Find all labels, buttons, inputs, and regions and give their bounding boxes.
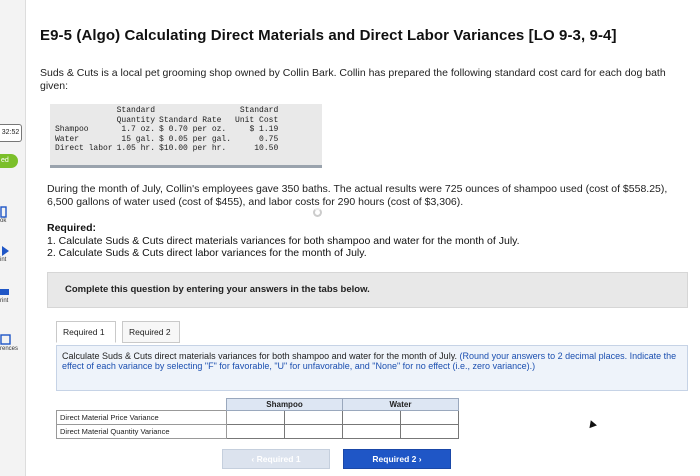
column-header-water: Water [343, 399, 459, 411]
standard-cost-table [53, 106, 280, 154]
row-rate: $ 0.05 per gal. [159, 134, 232, 144]
row-label-price-variance: Direct Material Price Variance [57, 411, 227, 425]
sidebar-tool-label: int [0, 257, 7, 263]
table-row [53, 125, 280, 135]
next-button[interactable] [343, 449, 451, 469]
header-qty-1: Standard [116, 106, 156, 115]
prev-button[interactable] [222, 449, 330, 469]
print-icon [0, 286, 14, 298]
row-item: Shampoo [55, 125, 89, 134]
required-section [47, 222, 520, 260]
sidebar-tool-hint[interactable] [0, 245, 26, 263]
shampoo-price-effect-select[interactable] [285, 411, 343, 425]
sidebar-tool-ebook[interactable] [0, 206, 26, 224]
table-row [53, 144, 280, 154]
required-item-1: 1. Calculate Suds & Cuts direct materials variances for both shampoo and water for the month of July. [47, 234, 520, 247]
row-qty: 15 gal. [121, 134, 156, 144]
instructions-hint: (Round your answers to 2 decimal places. Indicate the effect of each variance by selecting "F" for favorable, "U" for unfavorable, and "None" for no effect (i.e., zero variance).) [62, 351, 677, 371]
row-cost: 0.75 [259, 134, 279, 144]
row-qty: 1.05 hr. [116, 144, 156, 153]
complete-banner [47, 272, 688, 308]
references-icon [0, 334, 14, 346]
shampoo-price-amount-input[interactable] [227, 411, 285, 425]
answer-table [56, 398, 459, 439]
header-rate: Standard Rate [159, 115, 222, 125]
table-row [57, 425, 459, 439]
chevron-left-icon: ‹ [251, 454, 255, 464]
header-cost-2: Unit Cost [235, 115, 279, 125]
amount-input[interactable] [227, 425, 284, 438]
hint-icon [0, 245, 14, 257]
complete-banner-text: Complete this question by entering your answers in the tabs below. [65, 284, 370, 295]
sidebar-tool-references[interactable] [0, 334, 26, 352]
water-price-effect-select[interactable] [401, 411, 459, 425]
sidebar-tool-label: ok [0, 218, 7, 224]
results-text: During the month of July, Collin's employees gave 350 baths. The actual results were 725 ounces of shampoo used (cost of $558.25), 6,500 gallons of water used (cost of $455), and labor costs for 290 hours (cost of $3,306). [47, 183, 668, 208]
timer-badge: 32:52 [0, 124, 22, 142]
chevron-right-icon: › [418, 454, 422, 464]
required-item-2: 2. Calculate Suds & Cuts direct labor variances for the month of July. [47, 247, 367, 259]
saved-badge: ed [0, 154, 18, 168]
prev-button-label: Required 1 [256, 454, 301, 464]
row-item: Direct labor [55, 144, 113, 153]
instructions-box [56, 345, 688, 391]
row-cost: $ 1.19 [249, 125, 279, 134]
sidebar [0, 0, 26, 476]
row-cost: 10.50 [254, 144, 279, 153]
table-row [57, 411, 459, 425]
row-rate: $ 0.70 per oz. [159, 125, 227, 134]
tab-required-1[interactable]: Required 1 [56, 321, 116, 343]
amount-input[interactable] [227, 411, 284, 424]
sidebar-tool-print[interactable] [0, 286, 26, 304]
shampoo-quantity-effect-select[interactable] [285, 425, 343, 439]
standard-cost-card [50, 104, 322, 168]
book-icon [0, 206, 14, 218]
column-header-shampoo: Shampoo [227, 399, 343, 411]
tab-required-2[interactable]: Required 2 [122, 321, 180, 343]
header-cost-1: Standard [239, 106, 279, 115]
row-label-quantity-variance: Direct Material Quantity Variance [57, 425, 227, 439]
table-row [53, 135, 280, 145]
amount-input[interactable] [343, 411, 400, 424]
next-button-label: Required 2 [372, 454, 417, 464]
sidebar-tool-label: rences [0, 346, 19, 352]
water-quantity-effect-select[interactable] [401, 425, 459, 439]
row-item: Water [55, 134, 80, 144]
sidebar-tool-label: rint [0, 298, 9, 304]
header-qty-2: Quantity [116, 115, 156, 125]
instructions-main: Calculate Suds & Cuts direct materials variances for both shampoo and water for the month of July. [62, 351, 458, 361]
mouse-cursor-icon [587, 419, 597, 428]
row-qty: 1.7 oz. [121, 125, 156, 134]
page-title: E9-5 (Algo) Calculating Direct Materials and Direct Labor Variances [LO 9-3, 9-4] [40, 27, 617, 44]
shampoo-quantity-amount-input[interactable] [227, 425, 285, 439]
intro-text: Suds & Cuts is a local pet grooming shop owned by Collin Bark. Collin has prepared the following standard cost card for each dog bath given: [40, 67, 666, 92]
water-price-amount-input[interactable] [343, 411, 401, 425]
row-rate: $10.00 per hr. [159, 144, 227, 153]
water-quantity-amount-input[interactable] [343, 425, 401, 439]
required-heading: Required: [47, 222, 97, 234]
loading-spinner-icon [313, 208, 322, 217]
amount-input[interactable] [343, 425, 400, 438]
